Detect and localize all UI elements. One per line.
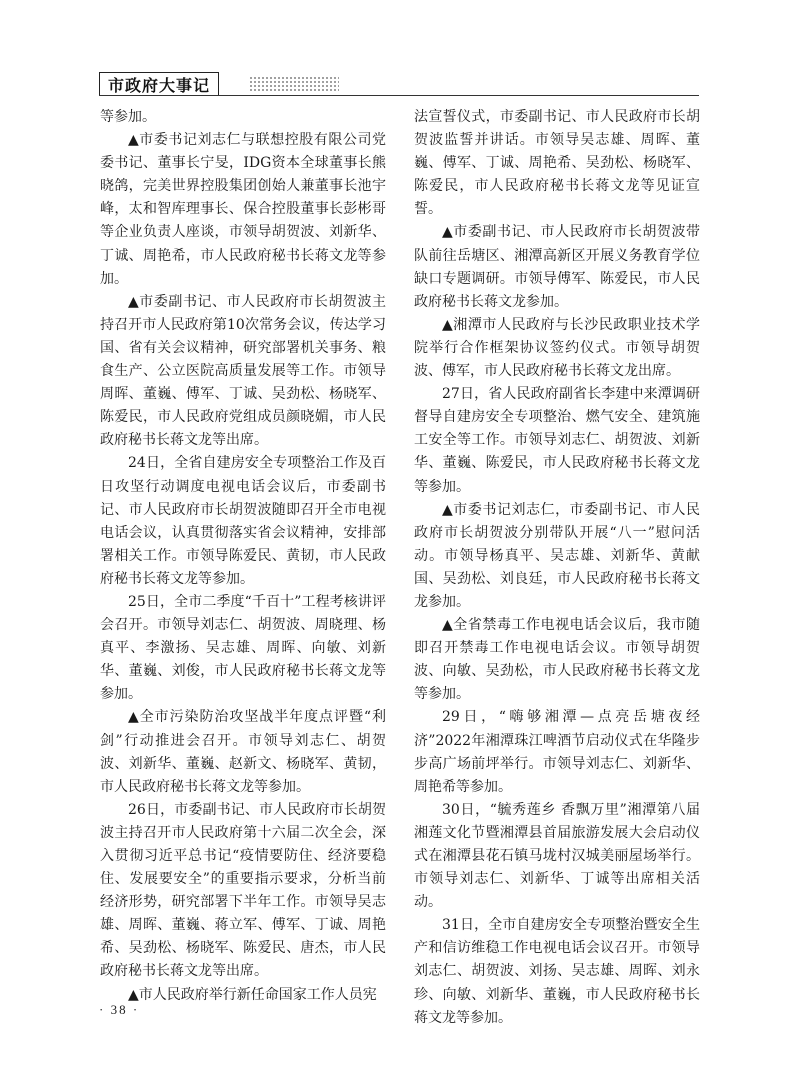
paragraph: ▲市委书记刘志仁，市委副书记、市人民政府市长胡贺波分别带队开展“八一”慰问活动。市领导杨真平、吴志雄、刘新华、黄献国、吴劲松、刘良廷，市人民政府秘书长蒋文龙参加。 bbox=[414, 501, 700, 610]
paragraph: ▲市委副书记、市人民政府市长胡贺波带队前往岳塘区、湘潭高新区开展义务教育学位缺口专题调研。市领导傅军、陈爱民，市人民政府秘书长蒋文龙参加。 bbox=[414, 224, 700, 310]
paragraph: 法宣誓仪式，市委副书记、市人民政府市长胡贺波监誓并讲话。市领导吴志雄、周晖、董巍、傅军、丁诚、周艳希、吴劲松、杨晓军、陈爱民，市人民政府秘书长蒋文龙等见证宣誓。 bbox=[414, 109, 700, 218]
paragraph: 等参加。 bbox=[100, 109, 156, 125]
left-column bbox=[100, 106, 386, 1007]
paragraph: 25日，全市二季度“千百十”工程考核讲评会召开。市领导刘志仁、胡贺波、周晓理、杨真平、李激扬、吴志雄、周晖、向敏、刘新华、董巍、刘俊，市人民政府秘书长蒋文龙等参加。 bbox=[100, 593, 386, 703]
paragraph: ▲全市污染防治攻坚战半年度点评暨“利剑”行动推进会召开。市领导刘志仁、胡贺波、刘新华、董巍、赵新文、杨晓军、黄韧，市人民政府秘书长蒋文龙等参加。 bbox=[100, 709, 386, 795]
paragraph: ▲市委书记刘志仁与联想控股有限公司党委书记、董事长宁旻，IDG资本全球董事长熊晓鸽，完美世界控股集团创始人兼董事长池宇峰，太和智库理事长、保合控股董事长彭彬哥等企业负责人座谈，市领导胡贺波、刘新华、丁诚、周艳希，市人民政府秘书长蒋文龙等参加。 bbox=[100, 132, 386, 287]
paragraph: ▲市委副书记、市人民政府市长胡贺波主持召开市人民政府第10次常务会议，传达学习国、省有关会议精神，研究部署机关事务、粮食生产、公立医院高质量发展等工作。市领导周晖、董巍、傅军、丁诚、吴劲松、杨晓军、陈爱民，市人民政府党组成员颜晓媚，市人民政府秘书长蒋文龙等出席。 bbox=[100, 293, 386, 449]
header-rule bbox=[99, 95, 699, 96]
page-number: · 38 · bbox=[99, 1002, 140, 1017]
section-header bbox=[99, 68, 699, 96]
header-dot-pattern bbox=[249, 76, 339, 92]
paragraph: 31日，全市自建房安全专项整治暨安全生产和信访维稳工作电视电话会议召开。市领导刘志仁、胡贺波、刘扬、吴志雄、周晖、刘永珍、向敏、刘新华、董巍，市人民政府秘书长蒋文龙等参加。 bbox=[414, 917, 700, 1026]
section-title: 市政府大事记 bbox=[108, 75, 211, 95]
paragraph: 26日，市委副书记、市人民政府市长胡贺波主持召开市人民政府第十六届二次全会，深入贯彻习近平总书记“疫情要防住、经济要稳住、发展要安全”的重要指示要求，分析当前经济形势，研究部署下半年工作。市领导吴志雄、周晖、董巍、蒋立军、傅军、丁诚、周艳希、吴劲松、杨晓军、陈爱民、唐杰，市人民政府秘书长蒋文龙等出席。 bbox=[100, 801, 386, 980]
paragraph: 27日，省人民政府副省长李建中来潭调研督导自建房安全专项整治、燃气安全、建筑施工安全等工作。市领导刘志仁、胡贺波、刘新华、董巍、陈爱民，市人民政府秘书长蒋文龙等参加。 bbox=[414, 386, 700, 495]
paragraph: 24日，全省自建房安全专项整治工作及百日攻坚行动调度电视电话会议后，市委副书记、市人民政府市长胡贺波随即召开全市电视电话会议，认真贯彻落实省会议精神，安排部署相关工作。市领导陈爱民、黄韧，市人民政府秘书长蒋文龙等参加。 bbox=[100, 455, 386, 587]
paragraph: ▲全省禁毒工作电视电话会议后，我市随即召开禁毒工作电视电话会议。市领导胡贺波、向敏、吴劲松，市人民政府秘书长蒋文龙等参加。 bbox=[414, 617, 700, 703]
section-title-box bbox=[99, 72, 219, 96]
paragraph: 29日，“嗨够湘潭—点亮岳塘夜经济”2022年湘潭珠江啤酒节启动仪式在华隆步步高广场前坪举行。市领导刘志仁、刘新华、周艳希等参加。 bbox=[414, 709, 700, 795]
paragraph: ▲湘潭市人民政府与长沙民政职业技术学院举行合作框架协议签约仪式。市领导胡贺波、傅军，市人民政府秘书长蒋文龙出席。 bbox=[414, 316, 700, 380]
paragraph: ▲市人民政府举行新任命国家工作人员宪 bbox=[128, 986, 377, 1003]
right-column bbox=[414, 106, 700, 1030]
paragraph: 30日，“毓秀莲乡 香飘万里”湘潭第八届湘莲文化节暨湘潭县首届旅游发展大会启动仪式在湘潭县花石镇马垅村汉城美丽屋场举行。市领导刘志仁、刘新华、丁诚等出席相关活动。 bbox=[414, 801, 700, 911]
